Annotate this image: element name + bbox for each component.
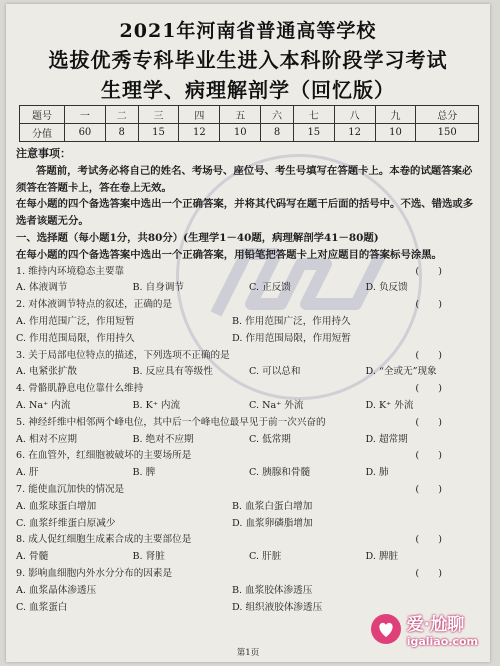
option-a: A. 电紧张扩散 — [16, 366, 77, 378]
question-9 — [16, 566, 482, 583]
question-7-options-row2 — [16, 516, 482, 533]
question-stem: 6. 在血管外，红细胞被破坏的主要场所是 — [16, 450, 192, 462]
question-8-options — [16, 549, 482, 566]
option-b: B. 肾脏 — [132, 551, 165, 563]
heart-chat-icon — [369, 612, 403, 646]
section-1-heading: 一、选择题（每小题1分，共80分）(生理学1－40题，病理解剖学41－80题) — [16, 231, 379, 244]
option-d: D. 超常期 — [365, 433, 408, 445]
score-value-cell: 15 — [138, 124, 179, 142]
answer-parenthesis: ( ) — [415, 265, 442, 277]
option-a: A. 相对不应期 — [16, 433, 77, 445]
option-c: C. 可以总和 — [249, 366, 301, 378]
score-header-cell: 三 — [138, 106, 179, 124]
score-value-cell: 10 — [220, 124, 261, 142]
score-header-cell: 七 — [293, 106, 334, 124]
question-6 — [16, 448, 482, 465]
score-header-cell: 题号 — [20, 106, 65, 124]
option-b: B. 自身调节 — [132, 282, 185, 294]
option-a: A. 作用范围广泛，作用短暂 — [16, 315, 135, 327]
exam-title-line2: 选拔优秀专科毕业生进入本科阶段学习考试 — [48, 48, 448, 72]
option-b: B. 血浆胶体渗透压 — [232, 584, 313, 596]
score-header-cell: 八 — [334, 106, 375, 124]
option-a: A. Na⁺ 内流 — [16, 399, 71, 411]
exam-body — [16, 146, 482, 616]
option-d: D. 负反馈 — [365, 282, 408, 294]
option-b: B. 作用范围广泛，作用持久 — [232, 315, 351, 327]
score-value-cell: 8 — [105, 124, 138, 142]
question-1 — [16, 264, 482, 281]
score-value-cell: 8 — [261, 124, 294, 142]
score-header-cell: 四 — [179, 106, 220, 124]
option-c: C. 低常期 — [249, 433, 291, 445]
notice-heading: 注意事项： — [16, 147, 71, 160]
score-value-cell: 12 — [334, 124, 375, 142]
option-d: D. “全或无”现象 — [365, 366, 437, 378]
option-c: C. 正反馈 — [249, 282, 291, 294]
option-a: A. 体液调节 — [16, 282, 68, 294]
question-8 — [16, 532, 482, 549]
question-stem: 4. 骨骼肌静息电位靠什么维持 — [16, 383, 144, 395]
exam-page — [6, 4, 490, 662]
score-header-cell: 总分 — [416, 106, 479, 124]
question-stem: 9. 影响血细胞内外水分分布的因素是 — [16, 567, 173, 579]
question-2 — [16, 297, 482, 314]
score-header-cell: 九 — [375, 106, 416, 124]
option-b: B. 血浆白蛋白增加 — [232, 500, 313, 512]
score-header-cell: 六 — [261, 106, 294, 124]
score-header-cell: 二 — [105, 106, 138, 124]
answer-parenthesis: ( ) — [415, 416, 442, 428]
question-5 — [16, 415, 482, 432]
option-b: B. 绝对不应期 — [132, 433, 194, 445]
option-c: C. Na⁺ 外流 — [249, 399, 304, 411]
score-value-cell: 12 — [179, 124, 220, 142]
question-1-options — [16, 280, 482, 297]
question-7-options-row1 — [16, 499, 482, 516]
score-value-cell: 150 — [416, 124, 479, 142]
option-b: B. K⁺ 内流 — [132, 399, 181, 411]
score-value-cell: 15 — [293, 124, 334, 142]
option-a: A. 血浆晶体渗透压 — [16, 584, 97, 596]
answer-parenthesis: ( ) — [415, 299, 442, 311]
watermark-url: igaliao.com — [406, 635, 478, 648]
question-3-options — [16, 364, 482, 381]
option-a: A. 肝 — [16, 467, 39, 479]
watermark-brand: 爱·尬聊 — [406, 615, 465, 635]
score-value-cell: 分值 — [20, 124, 65, 142]
answer-parenthesis: ( ) — [415, 349, 442, 361]
option-a: A. 血浆球蛋白增加 — [16, 500, 97, 512]
question-stem: 7. 能使血沉加快的情况是 — [16, 483, 125, 495]
question-stem: 3. 关于局部电位特点的描述，下列选项不正确的是 — [16, 349, 230, 361]
answer-parenthesis: ( ) — [415, 567, 442, 579]
question-stem: 1. 维持内环境稳态主要靠 — [16, 265, 125, 277]
option-c: C. 血浆蛋白 — [16, 601, 68, 613]
score-value-cell: 60 — [65, 124, 106, 142]
question-5-options — [16, 432, 482, 449]
answer-parenthesis: ( ) — [415, 534, 442, 546]
score-table-header-row — [20, 106, 479, 124]
question-9-options-row2 — [16, 600, 482, 617]
option-c: C. 肝脏 — [249, 551, 282, 563]
question-6-options — [16, 465, 482, 482]
question-4 — [16, 381, 482, 398]
score-header-cell: 一 — [65, 106, 106, 124]
question-3 — [16, 348, 482, 365]
option-d: D. 作用范围局限，作用短暂 — [232, 332, 351, 344]
question-4-options — [16, 398, 482, 415]
question-9-options-row1 — [16, 583, 482, 600]
answer-parenthesis: ( ) — [415, 450, 442, 462]
question-2-options-row1 — [16, 314, 482, 331]
option-b: B. 脾 — [132, 467, 156, 479]
score-value-cell: 10 — [375, 124, 416, 142]
option-c: C. 作用范围局限，作用持久 — [16, 332, 135, 344]
score-table — [19, 105, 479, 142]
option-c: C. 胰腺和骨髓 — [249, 467, 311, 479]
exam-title-line3: 生理学、病理解剖学（回忆版） — [101, 78, 395, 102]
question-stem: 2. 对体液调节特点的叙述，正确的是 — [16, 299, 173, 311]
score-header-cell: 五 — [220, 106, 261, 124]
question-stem: 5. 神经纤维中相邻两个峰电位，其中后一个峰电位最早见于前一次兴奋的 — [16, 416, 326, 428]
option-c: C. 血浆纤维蛋白原减少 — [16, 517, 116, 529]
exam-title-line1: 2021年河南省普通高等学校 — [119, 20, 377, 42]
option-b: B. 反应具有等级性 — [132, 366, 213, 378]
section-1-instruction: 在每小题的四个备选答案中选出一个正确答案，用铅笔把答题卡上对应题目的答案标号涂黑。 — [16, 248, 443, 261]
question-7 — [16, 482, 482, 499]
option-d: D. 脾脏 — [365, 551, 399, 563]
answer-parenthesis: ( ) — [415, 483, 442, 495]
notice-paragraph-1: 答题前，考试务必将自己的姓名、考场号、座位号、考生号填写在答题卡上。本卷的试题答案必须答在答题卡上，答在卷上无效。 — [16, 164, 473, 194]
page-number: 第1页 — [236, 648, 260, 658]
option-d: D. 组织液胶体渗透压 — [232, 601, 323, 613]
notice-paragraph-2: 在每小题的四个备选答案中选出一个正确答案，并将其代码写在题干后面的括号中。不选、错选或多选者该题无分。 — [16, 198, 474, 228]
question-2-options-row2 — [16, 331, 482, 348]
answer-parenthesis: ( ) — [415, 383, 442, 395]
option-d: D. 肺 — [365, 467, 389, 479]
question-stem: 8. 成人促红细胞生成素合成的主要部位是 — [16, 534, 192, 546]
option-a: A. 骨髓 — [16, 551, 49, 563]
score-table-value-row — [20, 124, 479, 142]
option-d: D. K⁺ 外流 — [365, 399, 414, 411]
option-d: D. 血浆卵磷脂增加 — [232, 517, 313, 529]
